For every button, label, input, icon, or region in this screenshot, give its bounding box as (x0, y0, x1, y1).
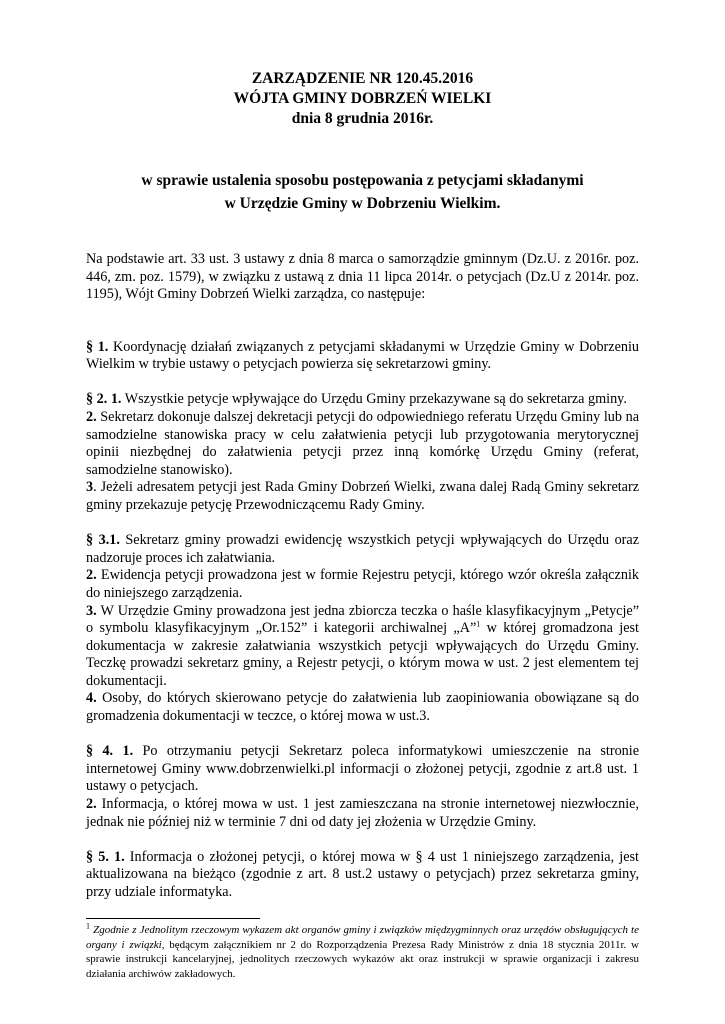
point-text: Informacja, o której mowa w ust. 1 jest zamieszczana na stronie internetowej niezwłocznie, jednak nie później niż w terminie 7 dni od daty jej złożenia w Urzędzie Gminy. (86, 795, 639, 830)
footnote-italic-text: Zgodnie z Jednolitym rzeczowym wykazem akt organów gminy i związków międzygminnych oraz urzędów obsługujących te organy i związki, (86, 924, 639, 951)
document-title: ZARZĄDZENIE NR 120.45.2016 (251, 70, 474, 87)
point-label: § 4. 1. (86, 743, 134, 760)
section-5 (86, 849, 639, 902)
point-label: § 3.1. (86, 532, 120, 549)
point-label: 4. (86, 690, 97, 707)
point-text: Wszystkie petycje wpływające do Urzędu Gminy przekazywane są do sekretarza gminy. (121, 391, 627, 408)
section-1-text (86, 339, 639, 374)
section-1 (86, 339, 639, 374)
point-label: § 2. 1. (86, 391, 122, 408)
point-text: Sekretarz gminy prowadzi ewidencję wszystkich petycji wpływających do Urzędu oraz nadzoruje proces ich załatwiania. (86, 532, 640, 566)
footnote-separator (86, 918, 260, 919)
point-label: 2. (86, 409, 97, 426)
point-label: § 5. 1. (86, 848, 125, 865)
section-3-point-2 (86, 567, 639, 602)
legal-basis: Na podstawie art. 33 ust. 3 ustawy z dnia 8 marca o samorządzie gminnym (Dz.U. z 2016r. poz. 446, zm. poz. 1579), w związku z ustawą z dnia 11 lipca 2014r. o petycjach (Dz.U z 2014r. poz. 1195), Wójt Gminy Dobrzeń Wielki zarządza, co następuje: (86, 251, 639, 303)
document-date: dnia 8 grudnia 2016r. (291, 110, 434, 127)
section-2-point-1 (86, 391, 639, 409)
section-4-point-2 (86, 796, 639, 831)
document-issuer: WÓJTA GMINY DOBRZEŃ WIELKI (233, 90, 492, 107)
section-3-point-3 (86, 603, 639, 691)
point-text: Informacja o złożonej petycji, o której mowa w § 4 ust 1 niniejszego zarządzenia, jest aktualizowana na bieżąco (zgodnie z art. 8 ust.2 ustawy o petycjach) przez sekretarza gminy, przy udziale informatyka. (86, 848, 639, 900)
point-label: 3 (86, 479, 94, 496)
footnote-reference: 1 (476, 619, 481, 629)
section-5-point-1 (86, 849, 639, 902)
point-text: Osoby, do których skierowano petycje do załatwienia lub zaopiniowania obowiązane są do gromadzenia dokumentacji w teczce, o której mowa w ust.3. (86, 690, 639, 725)
point-text-continued: w której gromadzona jest dokumentacja w zakresie załatwiania wszystkich petycji wpływających do Urzędu Gminy. Teczkę prowadzi sekretarz gminy, a Rejestr petycji, o którym mowa w ust. 2 jest elementem tej dokumentacji. (86, 620, 639, 689)
point-text: W Urzędzie Gminy prowadzona jest jedna zbiorcza teczka o haśle klasyfikacyjnym „Petycje” o symbolu klasyfikacyjnym „Or.152” i kategorii archiwalnej „A” (86, 602, 639, 637)
point-text: Po otrzymaniu petycji Sekretarz poleca informatykowi umieszczenie na stronie internetowej Gminy www.dobrzenwielki.pl informacji o złożonej petycji, zgodnie z art.8 ust. 1 ustawy o petycjach. (86, 743, 639, 795)
section-3 (86, 532, 639, 726)
point-label: 3. (86, 602, 97, 619)
point-text: Sekretarz dokonuje dalszej dekretacji petycji do odpowiedniego referatu Urzędu Gminy lub na samodzielne stanowiska pracy w celu załatwienia petycji lub przygotowania merytorycznej opinii niezbędnej do załatwienia petycji przez inną komórkę Urzędu Gminy (referat, samodzielne stanowisko). (86, 409, 639, 478)
point-text: . Jeżeli adresatem petycji jest Rada Gminy Dobrzeń Wielki, zwana dalej Radą Gminy sekretarz gminy przekazuje petycję Przewodniczącemu Rady Gminy. (86, 479, 639, 514)
document-header (86, 69, 639, 129)
document-page (86, 69, 639, 981)
document-subject (86, 169, 639, 215)
footnote (86, 923, 639, 981)
section-3-point-4 (86, 690, 639, 725)
footnote-text: będącym załącznikiem nr 2 do Rozporządzenia Prezesa Rady Ministrów z dnia 18 stycznia 2011r. w sprawie instrukcji kancelaryjnej, jednolitych rzeczowych wykazów akt oraz instrukcji w sprawie organizacji i zakresu działania archiwów zakładowych. (86, 938, 639, 980)
point-label: 2. (86, 795, 97, 812)
section-2 (86, 391, 639, 514)
footnote-mark: 1 (86, 921, 90, 931)
section-2-point-2 (86, 409, 639, 479)
point-text: Ewidencja petycji prowadzona jest w formie Rejestru petycji, którego wzór określa załącznik do niniejszego zarządzenia. (86, 567, 639, 601)
section-4 (86, 743, 639, 831)
section-4-point-1 (86, 743, 639, 796)
section-1-body: Koordynację działań związanych z petycjami składanymi w Urzędzie Gminy w Dobrzeniu Wielkim w trybie ustawy o petycjach powierza się sekretarzowi gminy. (86, 338, 640, 373)
subject-line-1: w sprawie ustalenia sposobu postępowania z petycjami składanymi (141, 172, 584, 189)
section-2-point-3 (86, 479, 639, 514)
point-label: 2. (86, 567, 97, 584)
subject-line-2: w Urzędzie Gminy w Dobrzeniu Wielkim. (224, 195, 501, 212)
section-1-label: § 1. (86, 338, 109, 355)
section-3-point-1 (86, 532, 639, 567)
